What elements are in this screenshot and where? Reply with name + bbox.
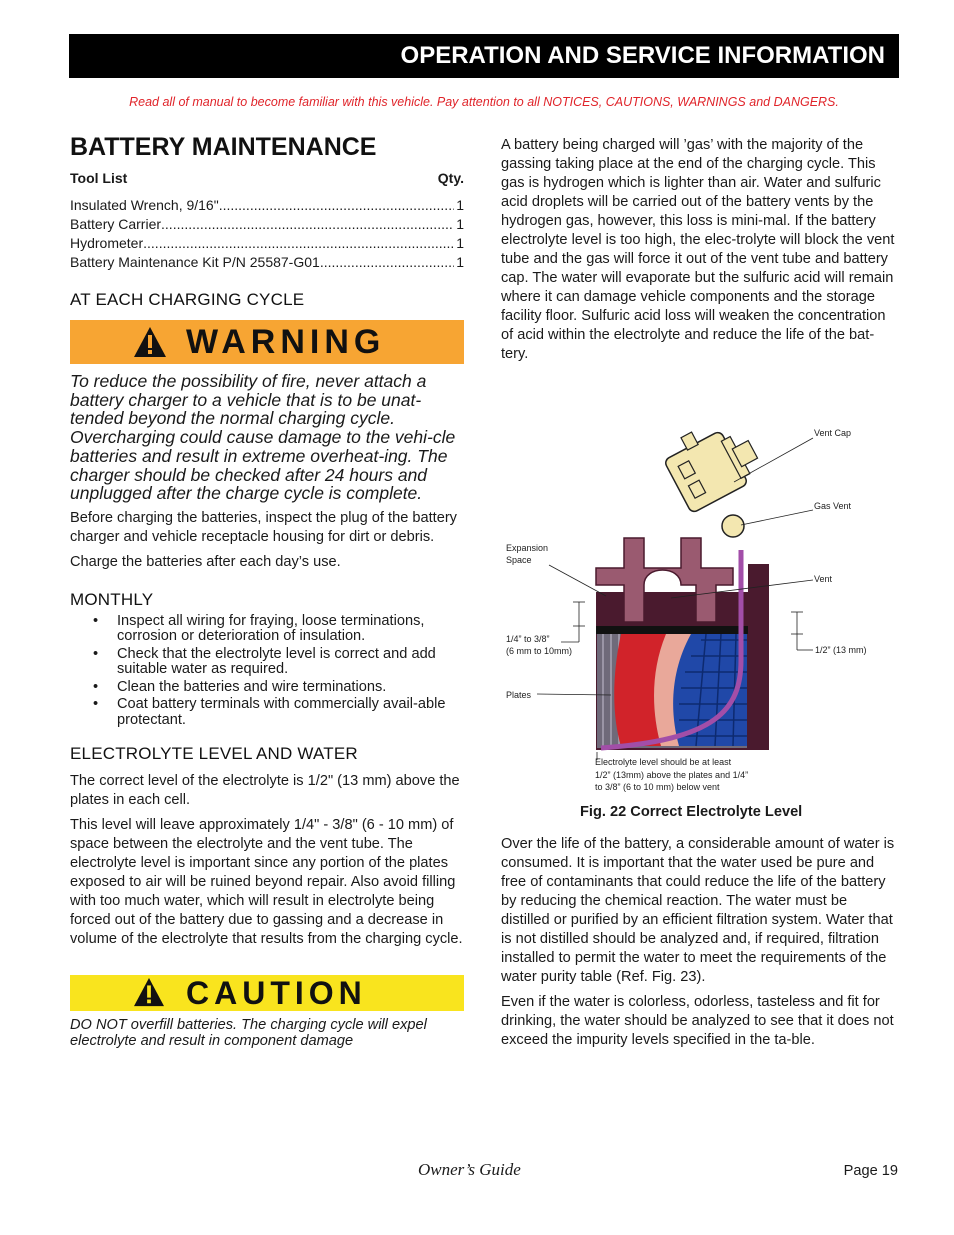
plates-label: Plates <box>506 690 532 700</box>
list-item: • Inspect all wiring for fraying, loose terminations, corrosion or deterioration of insulation. <box>70 614 464 645</box>
tool-list-item: Hydrometer ..... 1 <box>70 234 464 253</box>
electrolyte-paragraph-2: This level will leave approximately 1/4" - 3/8" (6 - 10 mm) of space between the electrolyte and the vent tube. The electrolyte level is important since any portion of the plates exposed to air will be ruined beyond repair. Also avoid filling with too much water, which will result in electrolyte being forced out of the battery due to gassing and a decrease in volume of the electrolyte that results from the charging cycle. <box>70 817 463 948</box>
warning-triangle-icon <box>133 977 165 1007</box>
right-column-lower <box>501 835 897 1050</box>
gap-label-2: (6 mm to 10mm) <box>506 646 573 656</box>
analysis-paragraph: Even if the water is colorless, odorless, tasteless and fit for drinking, the water should be analyzed to see that it does not exceed the impurity levels specified in the ta-ble. <box>501 994 894 1048</box>
section-title: BATTERY MAINTENANCE <box>70 133 377 161</box>
right-column <box>501 136 897 364</box>
tool-list-header <box>70 170 464 186</box>
page-number: Page 19 <box>843 1163 898 1179</box>
note-line-1: Electrolyte level should be at least <box>595 757 732 767</box>
half-inch-label: 1/2” (13 mm) <box>815 645 867 655</box>
tool-list-label: Tool List <box>70 170 128 186</box>
list-item: • Clean the batteries and wire terminations. <box>70 680 464 696</box>
figure-caption: Fig. 22 Correct Electrolyte Level <box>580 804 803 820</box>
warning-triangle-icon <box>133 326 167 358</box>
footer-guide: Owner’s Guide <box>418 1160 521 1179</box>
left-column <box>70 133 464 1064</box>
expansion-label-2: Space <box>506 555 532 565</box>
vent-cap <box>658 411 766 514</box>
tool-list-item: Battery Maintenance Kit P/N 25587-G01 ..... 1 <box>70 253 464 272</box>
caution-word: CAUTION <box>186 974 367 1011</box>
page-header: OPERATION AND SERVICE INFORMATION <box>69 34 899 78</box>
gas-vent-label: Gas Vent <box>814 501 852 511</box>
charging-paragraph-2: Charge the batteries after each day’s use. <box>70 553 341 570</box>
list-item: • Check that the electrolyte level is correct and add suitable water as required. <box>70 647 464 678</box>
list-item: • Coat battery terminals with commercially avail-able protectant. <box>70 697 464 728</box>
charging-heading: AT EACH CHARGING CYCLE <box>70 290 305 309</box>
warning-banner <box>70 320 464 364</box>
expansion-label-1: Expansion <box>506 543 549 553</box>
electrolyte-paragraph-1: The correct level of the electrolyte is 1/2" (13 mm) above the plates in each cell. <box>70 773 460 809</box>
battery-cell-diagram <box>501 400 897 800</box>
caution-banner <box>70 975 464 1011</box>
electrolyte-surface <box>596 626 748 634</box>
tool-list-item: Insulated Wrench, 9/16" ..... 1 <box>70 196 464 215</box>
electrolyte-heading: ELECTROLYTE LEVEL AND WATER <box>70 744 358 764</box>
caution-text: DO NOT overfill batteries. The charging cycle will expel electrolyte and result in component damage <box>70 1017 427 1050</box>
warning-text: To reduce the possibility of fire, never attach a battery charger to a vehicle that is to be unat-tended beyond the normal charging cycle. Overcharging could cause damage to the vehi-cle batteries and result in extreme overheat-ing. The charger should be checked after 24 hours and unplugged after the charge cycle is complete. <box>70 371 456 504</box>
note-line-3: to 3/8” (6 to 10 mm) below vent <box>595 782 720 792</box>
water-paragraph: Over the life of the battery, a considerable amount of water is consumed. It is important that the water used be pure and free of contaminants that could reduce the life of the battery by reducing the chemical reaction. The water must be distilled or purified by an efficient filtration system. Water that is not distilled should be analyzed and, if required, filtration installed to permit the water to meet the requirements of the water purity table (Ref. Fig. 23). <box>501 836 895 985</box>
warning-word: WARNING <box>186 322 386 361</box>
qty-label: Qty. <box>437 170 464 186</box>
monthly-heading: MONTHLY <box>70 589 154 609</box>
charging-paragraph-1: Before charging the batteries, inspect the plug of the battery charger and vehicle receptacle housing for dirt or debris. <box>70 509 457 545</box>
notice-text: Read all of manual to become familiar with this vehicle. Pay attention to all NOTICES, CAUTIONS, WARNINGS and DANGERS. <box>129 95 839 109</box>
tool-list-item: Battery Carrier ..... 1 <box>70 215 464 234</box>
monthly-list <box>70 614 464 729</box>
vent-label: Vent <box>814 574 833 584</box>
note-line-2: 1/2” (13mm) above the plates and 1/4” <box>595 770 749 780</box>
gassing-paragraph: A battery being charged will ’gas’ with the majority of the gassing taking place at the end of the charging cycle. This gas is hydrogen which is lighter than air. Water and sulfuric acid droplets will be carried out of the battery vents by the hydrogen gas, however, this loss is mini-mal. If the battery electrolyte level is too high, the elec-trolyte will block the vent tube and the gas will force it out of the vent tube and battery cap. The water will evaporate but the sulfuric acid will remain where it can damage vehicle components and the storage facility floor. Sulfuric acid loss will weaken the concentration of acid within the electrolyte and reduce the life of the bat-tery. <box>501 137 895 362</box>
gap-label-1: 1/4” to 3/8” <box>506 634 550 644</box>
vent-cap-label: Vent Cap <box>814 428 852 438</box>
